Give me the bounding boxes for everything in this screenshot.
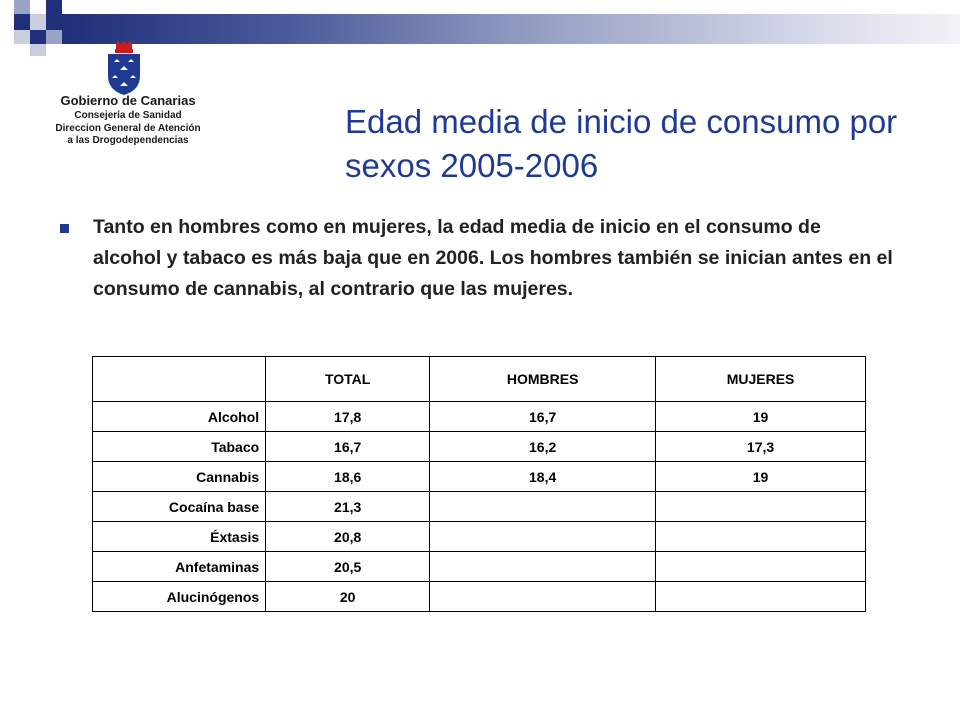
- bullet-text: Tanto en hombres como en mujeres, la edad media de inicio en el consumo de alcohol y tabaco es más baja que en 2006. Los hombres también se inician antes en el consumo de cannabis, al contrario que las mujeres.: [93, 216, 893, 300]
- table-cell: [656, 492, 866, 522]
- table-row: [93, 432, 866, 462]
- logo-directorate-line: Direccion General de Atención: [55, 123, 201, 134]
- deco-square: [30, 0, 46, 14]
- table-cell: 20: [266, 582, 430, 612]
- table-header-cell: TOTAL: [266, 357, 430, 402]
- table-cell: [656, 522, 866, 552]
- deco-square: [46, 14, 62, 30]
- table-row-label: Éxtasis: [93, 522, 266, 552]
- table-row-label: Alcohol: [93, 402, 266, 432]
- table-row: [93, 402, 866, 432]
- table-cell: 16,7: [430, 402, 656, 432]
- table-cell: 16,2: [430, 432, 656, 462]
- table-header-cell: HOMBRES: [430, 357, 656, 402]
- table-cell: [430, 492, 656, 522]
- table-row: [93, 552, 866, 582]
- logo-org-name: Gobierno de Canarias: [60, 93, 196, 108]
- table-cell: [430, 552, 656, 582]
- table-cell: 19: [656, 462, 866, 492]
- bullet-square-icon: [60, 224, 69, 233]
- table-cell: 20,5: [266, 552, 430, 582]
- table-cell: 17,8: [266, 402, 430, 432]
- deco-square: [14, 0, 30, 14]
- slide-title: Edad media de inicio de consumo por sexos 2005-2006: [345, 103, 898, 184]
- deco-square: [46, 0, 62, 14]
- table-cell: 21,3: [266, 492, 430, 522]
- table-header-cell: MUJERES: [656, 357, 866, 402]
- deco-square: [30, 14, 46, 30]
- deco-square: [14, 30, 30, 44]
- age-of-onset-table: [92, 356, 866, 612]
- table-row-label: Cocaína base: [93, 492, 266, 522]
- table-cell: [430, 582, 656, 612]
- table-cell: 20,8: [266, 522, 430, 552]
- logo-directorate-line-2: a las Drogodependencias: [67, 135, 189, 146]
- government-logo: [48, 40, 208, 150]
- table-cell: 18,4: [430, 462, 656, 492]
- table-cell: [656, 552, 866, 582]
- deco-square: [30, 30, 46, 44]
- table-cell: 18,6: [266, 462, 430, 492]
- table-row-label: Anfetaminas: [93, 552, 266, 582]
- coat-of-arms-icon: [102, 40, 146, 96]
- table-cell: [430, 522, 656, 552]
- table-row: [93, 462, 866, 492]
- table-row: [93, 522, 866, 552]
- table-header-cell: [93, 357, 266, 402]
- table-row-label: Alucinógenos: [93, 582, 266, 612]
- table-row-label: Cannabis: [93, 462, 266, 492]
- table-cell: [656, 582, 866, 612]
- table-row-label: Tabaco: [93, 432, 266, 462]
- table-cell: 19: [656, 402, 866, 432]
- deco-square: [14, 14, 30, 30]
- table-cell: 16,7: [266, 432, 430, 462]
- table-header-row: [93, 357, 866, 402]
- table-cell: 17,3: [656, 432, 866, 462]
- table-row: [93, 492, 866, 522]
- logo-dept-name: Consejería de Sanidad: [74, 110, 182, 121]
- table-row: [93, 582, 866, 612]
- deco-square: [30, 44, 46, 56]
